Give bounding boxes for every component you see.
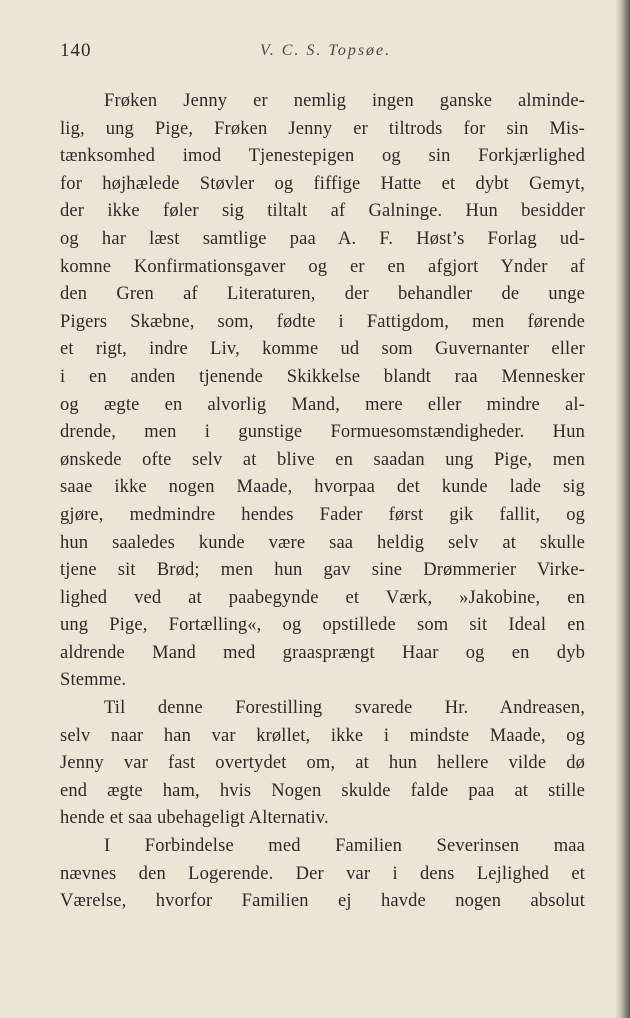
- running-head: V. C. S. Topsøe.: [260, 42, 392, 59]
- text-line: tjene sit Brød; men hun gav sine Drømmerier Virke-: [60, 560, 585, 581]
- body-text: [60, 88, 585, 916]
- text-line: selv naar han var krøllet, ikke i mindste Maade, og: [60, 725, 585, 746]
- text-line: et rigt, indre Liv, komme ud som Guvernanter eller: [60, 339, 585, 360]
- text-line: Til denne Forestilling svarede Hr. Andreasen,: [104, 698, 585, 719]
- text-line: lighed ved at paabegynde et Værk, »Jakobine, en: [60, 587, 585, 608]
- text-line: nævnes den Logerende. Der var i dens Lejlighed et: [60, 863, 585, 884]
- text-line: ung Pige, Fortælling«, og opstillede som sit Ideal en: [60, 615, 585, 636]
- text-line: ønskede ofte selv at blive en saadan ung Pige, men: [60, 449, 585, 470]
- text-line: den Gren af Literaturen, der behandler de unge: [60, 284, 585, 305]
- page-edge: [616, 0, 630, 1018]
- text-line: og har læst samtlige paa A. F. Høst’s Forlag ud-: [60, 228, 585, 249]
- text-line: aldrende Mand med graasprængt Haar og en dyb: [60, 642, 585, 663]
- text-line: end ægte ham, hvis Nogen skulde falde paa at stille: [60, 780, 585, 801]
- text-line: Stemme.: [60, 670, 127, 691]
- text-line: og ægte en alvorlig Mand, mere eller mindre al-: [60, 394, 585, 415]
- page-number: 140: [60, 40, 92, 61]
- text-line: Frøken Jenny er nemlig ingen ganske alminde-: [104, 91, 585, 111]
- text-line: drende, men i gunstige Formuesomstændigheder. Hun: [60, 422, 585, 443]
- text-line: Pigers Skæbne, som, fødte i Fattigdom, men førende: [60, 311, 585, 332]
- text-line: der ikke føler sig tiltalt af Galninge. Hun besidder: [60, 201, 585, 222]
- text-line: gjøre, medmindre hendes Fader først gik fallit, og: [60, 504, 585, 525]
- text-line: Jenny var fast overtydet om, at hun hellere vilde dø: [60, 753, 585, 774]
- text-line: I Forbindelse med Familien Severinsen maa: [104, 836, 585, 857]
- text-line: lig, ung Pige, Frøken Jenny er tiltrods for sin Mis-: [60, 118, 585, 139]
- text-line: i en anden tjenende Skikkelse blandt raa Mennesker: [60, 366, 585, 387]
- text-line: Værelse, hvorfor Familien ej havde nogen absolut: [60, 891, 585, 912]
- text-line: for højhælede Støvler og fiffige Hatte et dybt Gemyt,: [60, 173, 585, 194]
- text-line: hun saaledes kunde være saa heldig selv at skulle: [60, 532, 585, 553]
- page-header: [60, 40, 585, 70]
- text-line: hende et saa ubehageligt Alternativ.: [60, 808, 329, 829]
- text-line: saae ikke nogen Maade, hvorpaa det kunde lade sig: [60, 477, 585, 498]
- text-line: komne Konfirmationsgaver og er en afgjort Ynder af: [60, 256, 585, 277]
- text-line: tænksomhed imod Tjenestepigen og sin Forkjærlighed: [60, 146, 585, 167]
